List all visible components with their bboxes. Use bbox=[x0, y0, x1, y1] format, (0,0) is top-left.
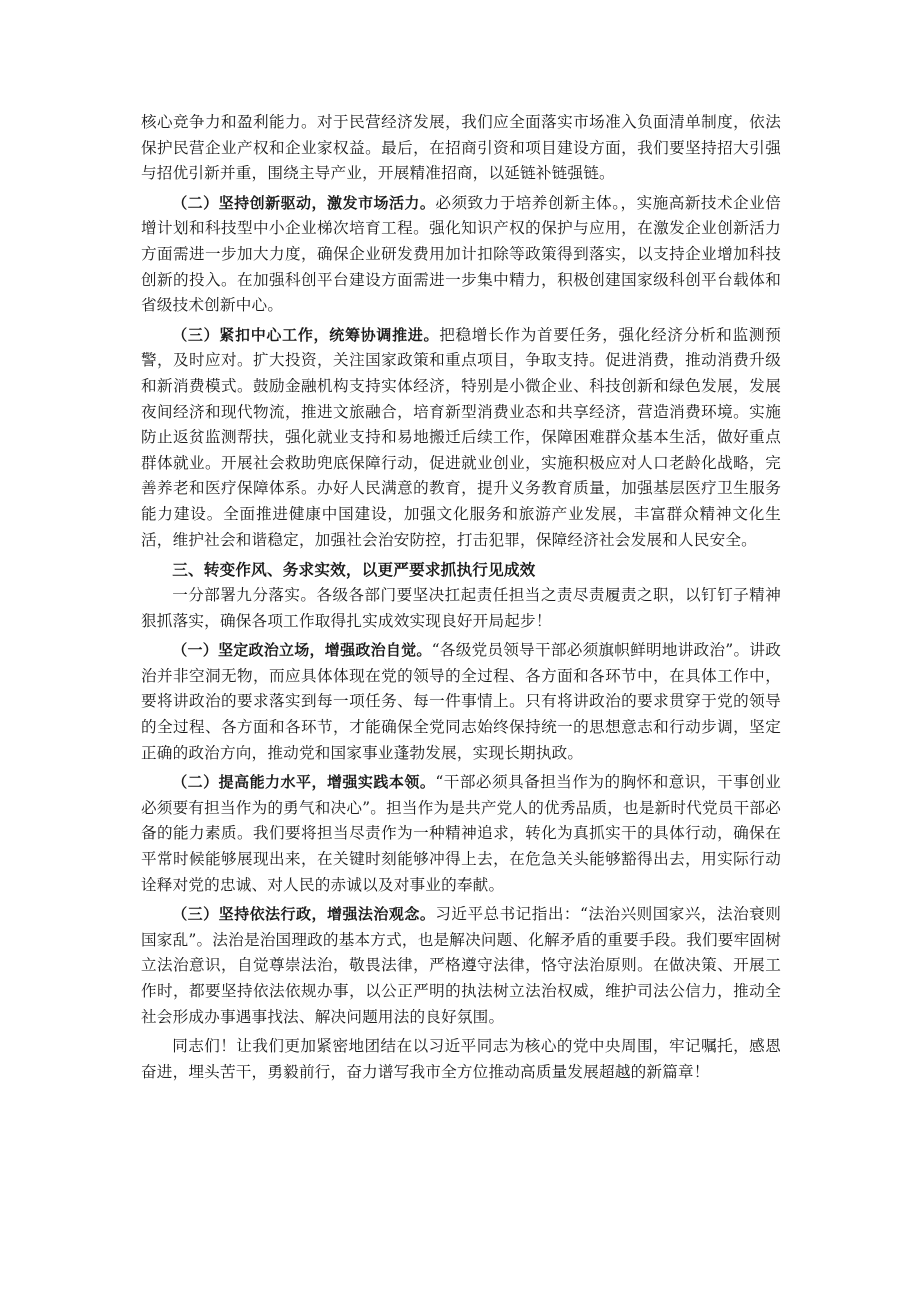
paragraph-2-body: 必须致力于培养创新主体。，实施高新技术企业倍增计划和科技型中小企业梯次培育工程。强化知识产权的保护与应用，在激发企业创新活力方面需进一步加大力度，确保企业研发费用加计扣除等政策得到落实，以支持企业增加科技创新的投入。在加强科创平台建设方面需进一步集中精力，积极创建国家级科创平台载体和省级技术创新中心。 bbox=[141, 193, 782, 315]
subsection-heading-innovation: （二）坚持创新驱动，激发市场活力。 bbox=[172, 193, 436, 212]
paragraph-4-body: 一分部署九分落实。各级各部门要坚决扛起责任担当之责尽责履责之职，以钉钉子精神狠抓落实，确保各项工作取得扎实成效实现良好开局起步！ bbox=[141, 586, 781, 630]
paragraph-8-closing bbox=[141, 1034, 781, 1085]
paragraph-7 bbox=[141, 902, 781, 1030]
paragraph-8-body: 同志们！让我们更加紧密地团结在以习近平同志为核心的党中央周围，牢记嘱托，感恩奋进，埋头苦干，勇毅前行，奋力谱写我市全方位推动高质量发展超越的新篇章！ bbox=[141, 1037, 781, 1081]
paragraph-3-body: 把稳增长作为首要任务，强化经济分析和监测预警，及时应对。扩大投资，关注国家政策和重点项目，争取支持。促进消费，推动消费升级和新消费模式。鼓励金融机构支持实体经济，特别是小微企业、科技创新和绿色发展，发展夜间经济和现代物流，推进文旅融合，培育新型消费业态和共享经济，营造消费环境。实施防止返贫监测帮扶，强化就业支持和易地搬迁后续工作，保障困难群众基本生活，做好重点群体就业。开展社会救助兜底保障行动，促进就业创业，实施积极应对人口老龄化战略，完善养老和医疗保障体系。办好人民满意的教育，提升义务教育质量，加强基层医疗卫生服务能力建设。全面推进健康中国建设，加强文化服务和旅游产业发展，丰富群众精神文化生活，维护社会和谐稳定，加强社会治安防控，打击犯罪，保障经济社会发展和人民安全。 bbox=[141, 325, 781, 549]
paragraph-1-body: 核心竞争力和盈利能力。对于民营经济发展，我们应全面落实市场准入负面清单制度，依法保护民营企业产权和企业家权益。最后，在招商引资和项目建设方面，我们要坚持招大引强与招优引新并重，围绕主导产业，开展精准招商，以延链补链强链。 bbox=[141, 113, 781, 183]
paragraph-1 bbox=[141, 110, 781, 187]
subsection-heading-coordination: （三）紧扣中心工作，统筹协调推进。 bbox=[172, 325, 440, 344]
paragraph-5-body: “各级党员领导干部必须旗帜鲜明地讲政治”。讲政治并非空洞无物，而应具体体现在党的领导的全过程、各方面和各环节中，在具体工作中，要将讲政治的要求落实到每一项任务、每一件事情上。只有将讲政治的要求贯穿于党的领导的全过程、各方面和各环节，才能确保全党同志始终保持统一的思想意志和行动步调，坚定正确的政治方向，推动党和国家事业蓬勃发展，实现长期执政。 bbox=[141, 641, 782, 762]
paragraph-4 bbox=[141, 583, 781, 634]
subsection-heading-capability: （二）提高能力水平，增强实践本领。 bbox=[172, 773, 436, 792]
paragraph-3 bbox=[141, 323, 781, 553]
paragraph-6 bbox=[141, 770, 781, 898]
document-page bbox=[141, 110, 781, 1085]
subsection-heading-politics: （一）坚定政治立场，增强政治自觉。 bbox=[172, 641, 432, 660]
paragraph-6-body: “干部必须具备担当作为的胸怀和意识，干事创业必须要有担当作为的勇气和决心”。担当作为是共产党人的优秀品质，也是新时代党员干部必备的能力素质。我们要将担当尽责作为一种精神追求，转化为真抓实干的具体行动，确保在平常时候能够展现出来，在关键时刻能够冲得上去，在危急关头能够豁得出去，用实际行动诠释对党的忠诚、对人民的赤诚以及对事业的奉献。 bbox=[141, 773, 782, 894]
paragraph-7-body: 习近平总书记指出：“法治兴则国家兴，法治衰则国家乱”。法治是治国理政的基本方式，也是解决问题、化解矛盾的重要手段。我们要牢固树立法治意识，自觉尊崇法治，敬畏法律，严格遵守法律，恪守法治原则。在做决策、开展工作时，都要坚持依法依规办事，以公正严明的执法树立法治权威，维护司法公信力，推动全社会形成办事遇事找法、解决问题用法的良好氛围。 bbox=[141, 905, 782, 1026]
paragraph-2 bbox=[141, 191, 781, 319]
paragraph-5 bbox=[141, 638, 781, 766]
section-3-title: 三、转变作风、务求实效，以更严要求抓执行见成效 bbox=[172, 561, 536, 580]
subsection-heading-rule-of-law: （三）坚持依法行政，增强法治观念。 bbox=[172, 905, 436, 924]
